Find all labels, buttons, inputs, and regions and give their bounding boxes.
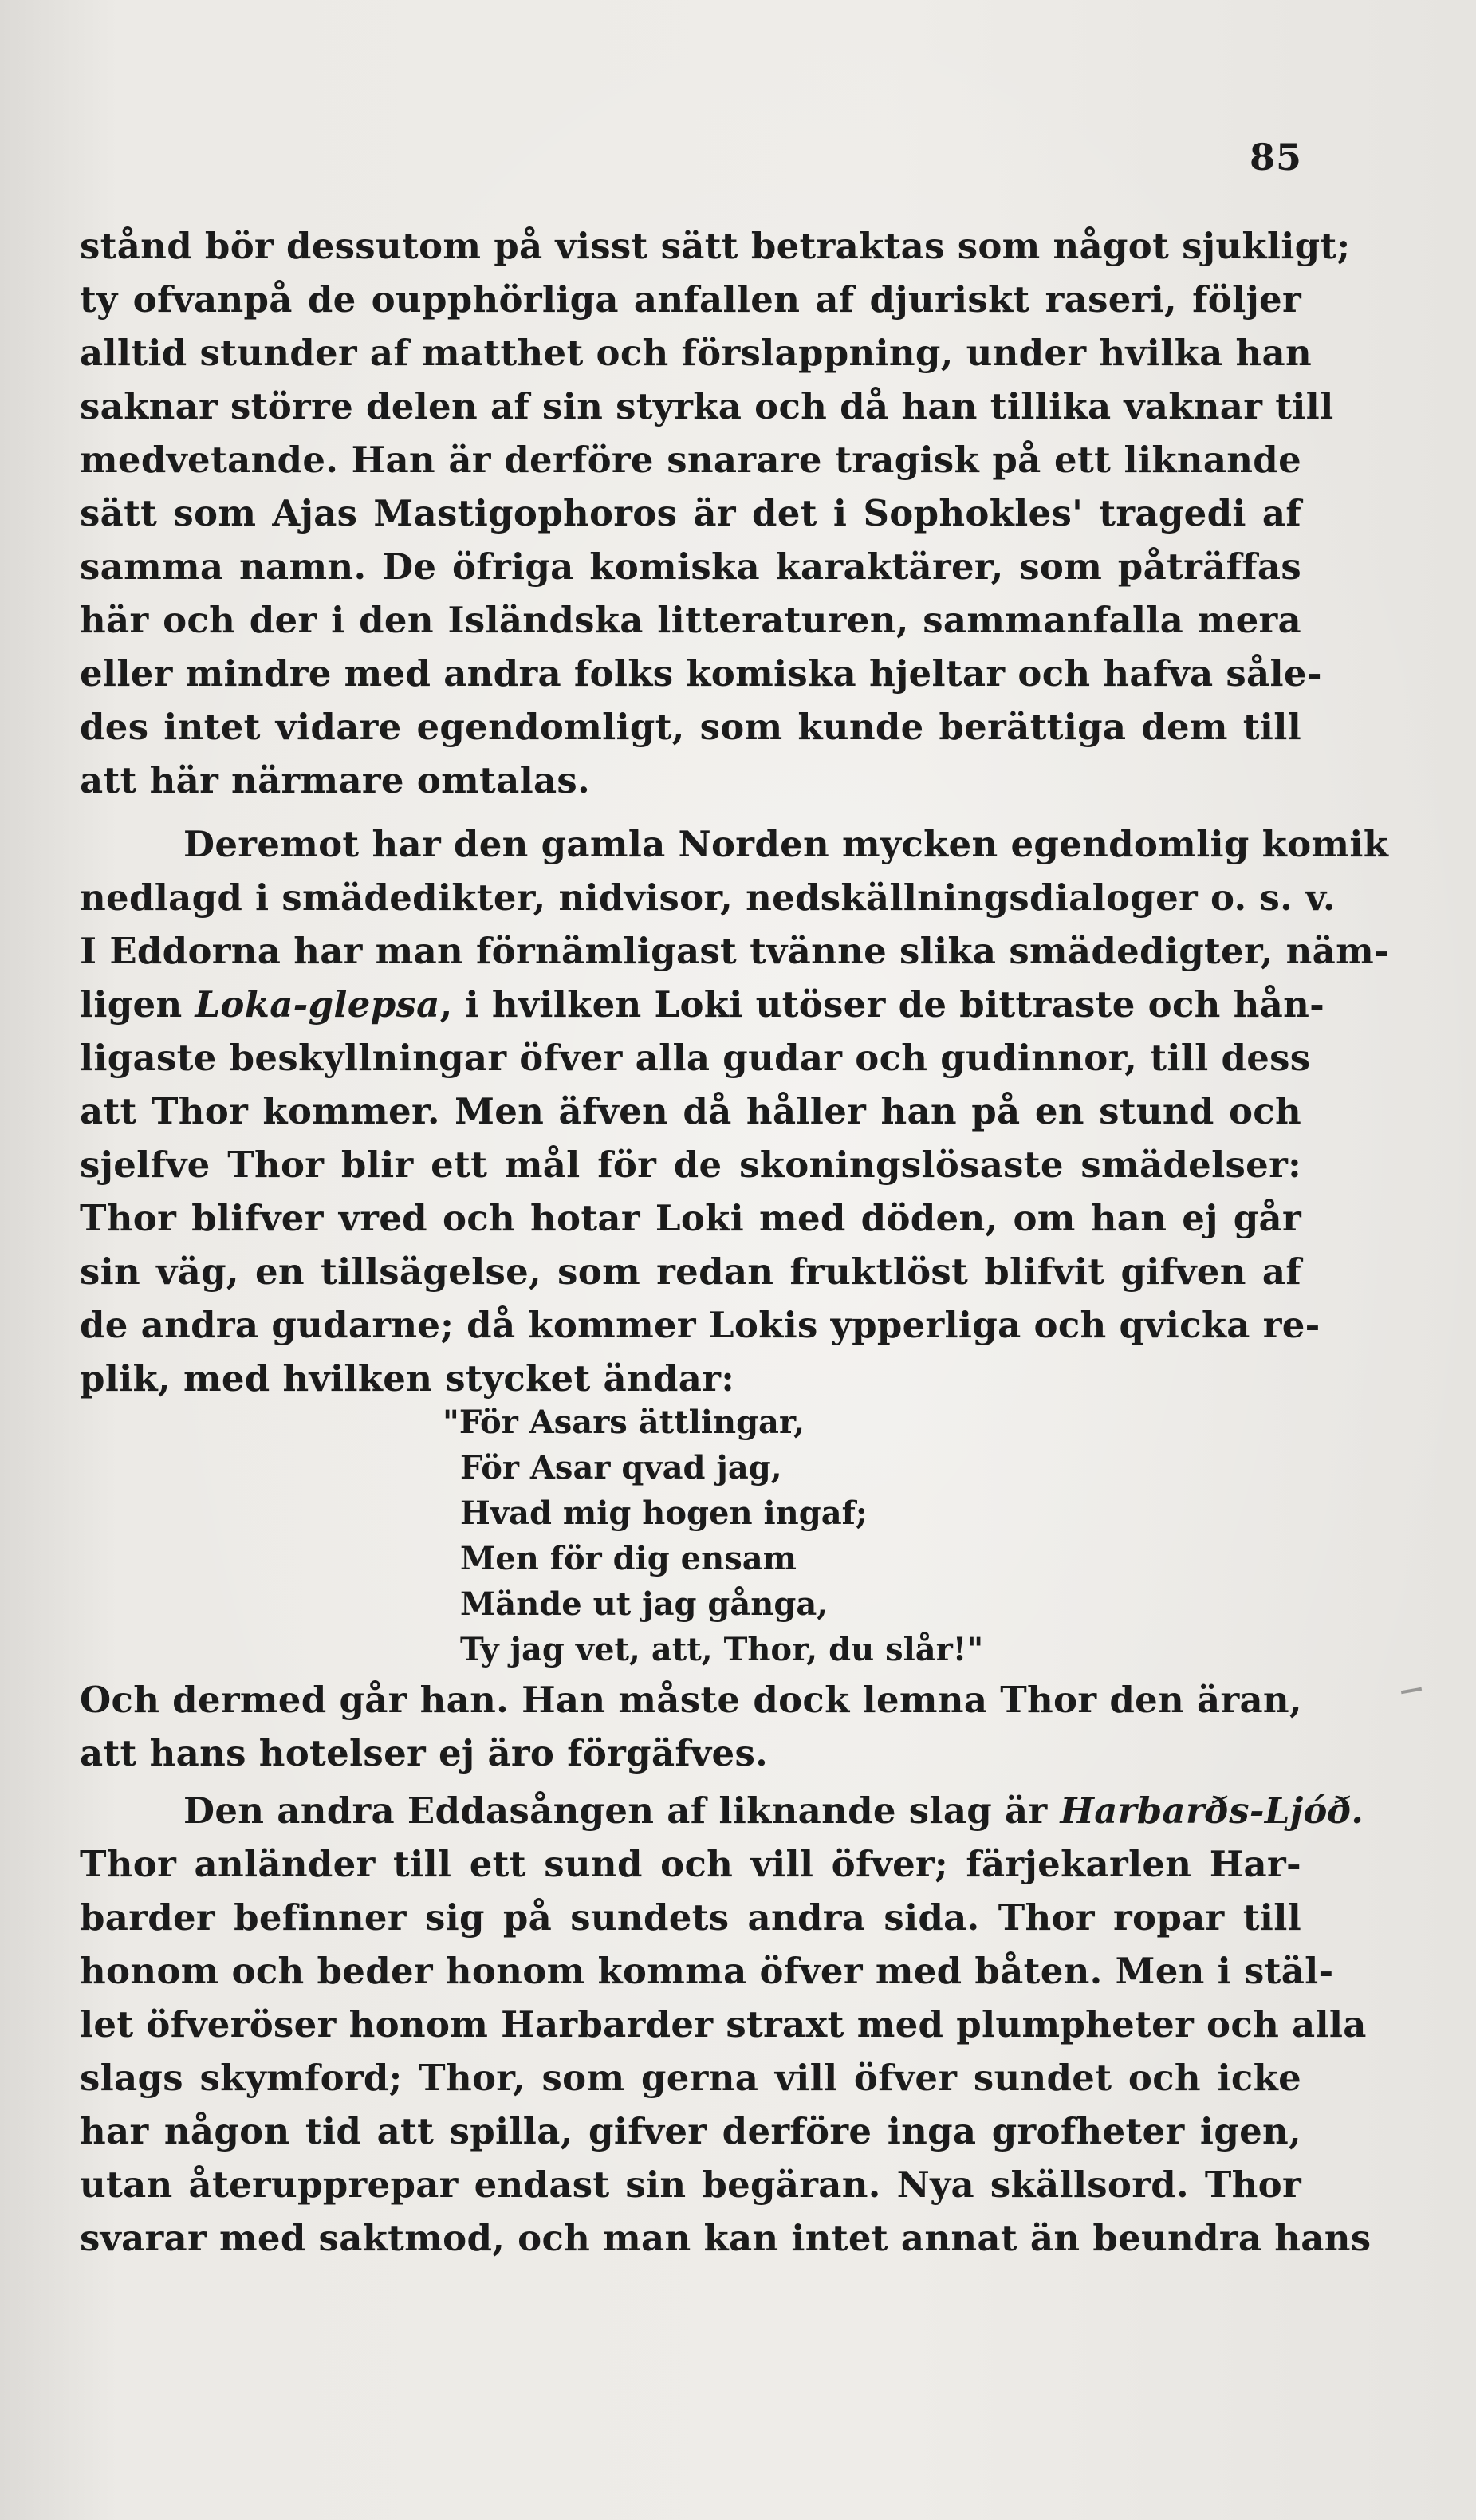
text-line: Och dermed går han. Han måste dock lemna Thor den äran,	[80, 1679, 1302, 1721]
text-line: plik, med hvilken stycket ändar:	[80, 1357, 735, 1400]
poem-quote	[443, 1400, 984, 1672]
text-line: att hans hotelser ej äro förgäfves.	[80, 1732, 769, 1774]
text-line: stånd bör dessutom på visst sätt betraktas som något sjukligt;	[80, 225, 1351, 267]
paragraph-3	[80, 1673, 1301, 1780]
text-line: sin väg, en tillsägelse, som redan fruktlöst blifvit gifven af	[80, 1250, 1301, 1293]
paragraph-1	[80, 219, 1351, 807]
text-line: sjelfve Thor blir ett mål för de skoningslösaste smädelser:	[80, 1144, 1301, 1186]
poem-line: Mände ut jag gånga,	[460, 1585, 829, 1623]
text-line: att Thor kommer. Men äfven då håller han på en stund och	[80, 1090, 1301, 1132]
paragraph-2	[80, 817, 1390, 1405]
text-line	[80, 1784, 1364, 1837]
text-line: samma namn. De öfriga komiska karaktärer, som påträffas	[80, 545, 1301, 588]
text-line: att här närmare omtalas.	[80, 759, 591, 801]
text-line: Deremot har den gamla Norden mycken egendomlig komik	[183, 823, 1389, 865]
poem-line: "För Asars ättlingar,	[443, 1404, 805, 1441]
paragraph-4	[80, 1784, 1372, 2265]
text-line: saknar större delen af sin styrka och då han tillika vaknar till	[80, 385, 1334, 427]
text-line: Thor blifver vred och hotar Loki med döden, om han ej går	[80, 1197, 1301, 1239]
text-line: honom och beder honom komma öfver med båten. Men i stäl-	[80, 1950, 1334, 1992]
poem-line: Hvad mig hogen ingaf;	[460, 1494, 868, 1532]
text-segment: , i hvilken Loki utöser de bittraste och hån-	[439, 983, 1325, 1026]
text-segment: ligen	[80, 983, 195, 1026]
text-line: svarar med saktmod, och man kan intet annat än beundra hans	[80, 2217, 1372, 2259]
text-line: slags skymford; Thor, som gerna vill öfver sundet och icke	[80, 2057, 1301, 2099]
poem-line: Men för dig ensam	[460, 1540, 797, 1577]
text-line: här och der i den Isländska litteraturen, sammanfalla mera	[80, 599, 1301, 641]
text-line: ligaste beskyllningar öfver alla gudar och gudinnor, till dess	[80, 1037, 1311, 1079]
text-line: Thor anländer till ett sund och vill öfver; färjekarlen Har-	[80, 1843, 1301, 1885]
poem-line: För Asar qvad jag,	[460, 1449, 782, 1486]
poem-line: Ty jag vet, att, Thor, du slår!"	[460, 1631, 984, 1668]
work-title-harbards-ljod: Harbarðs-Ljóð.	[1060, 1790, 1364, 1832]
text-line: I Eddorna har man förnämligast tvänne slika smädedigter, näm-	[80, 930, 1390, 972]
text-line: des intet vidare egendomligt, som kunde berättiga dem till	[80, 706, 1301, 748]
ink-speck	[1401, 1687, 1422, 1694]
text-line: har någon tid att spilla, gifver derföre inga grofheter igen,	[80, 2110, 1301, 2152]
text-line	[80, 978, 1325, 1031]
text-line: de andra gudarne; då kommer Lokis ypperliga och qvicka re-	[80, 1304, 1321, 1346]
text-line: let öfveröser honom Harbarder straxt med plumpheter och alla	[80, 2003, 1367, 2046]
text-segment: Den andra Eddasången af liknande slag är	[183, 1790, 1061, 1832]
page-number: 85	[1249, 136, 1302, 179]
text-line: alltid stunder af matthet och förslappning, under hvilka han	[80, 332, 1312, 374]
text-line: sätt som Ajas Mastigophoros är det i Sophokles' tragedi af	[80, 492, 1301, 534]
text-line: barder befinner sig på sundets andra sida. Thor ropar till	[80, 1896, 1301, 1939]
text-line: ty ofvanpå de oupphörliga anfallen af djuriskt raseri, följer	[80, 278, 1301, 321]
text-line: medvetande. Han är derföre snarare tragisk på ett liknande	[80, 439, 1301, 481]
work-title-loka-glepsa: Loka-glepsa	[195, 983, 440, 1026]
text-line: nedlagd i smädedikter, nidvisor, nedskällningsdialoger o. s. v.	[80, 876, 1336, 919]
text-line: utan återupprepar endast sin begäran. Nya skällsord. Thor	[80, 2164, 1301, 2206]
text-line: eller mindre med andra folks komiska hjeltar och hafva såle-	[80, 652, 1322, 695]
